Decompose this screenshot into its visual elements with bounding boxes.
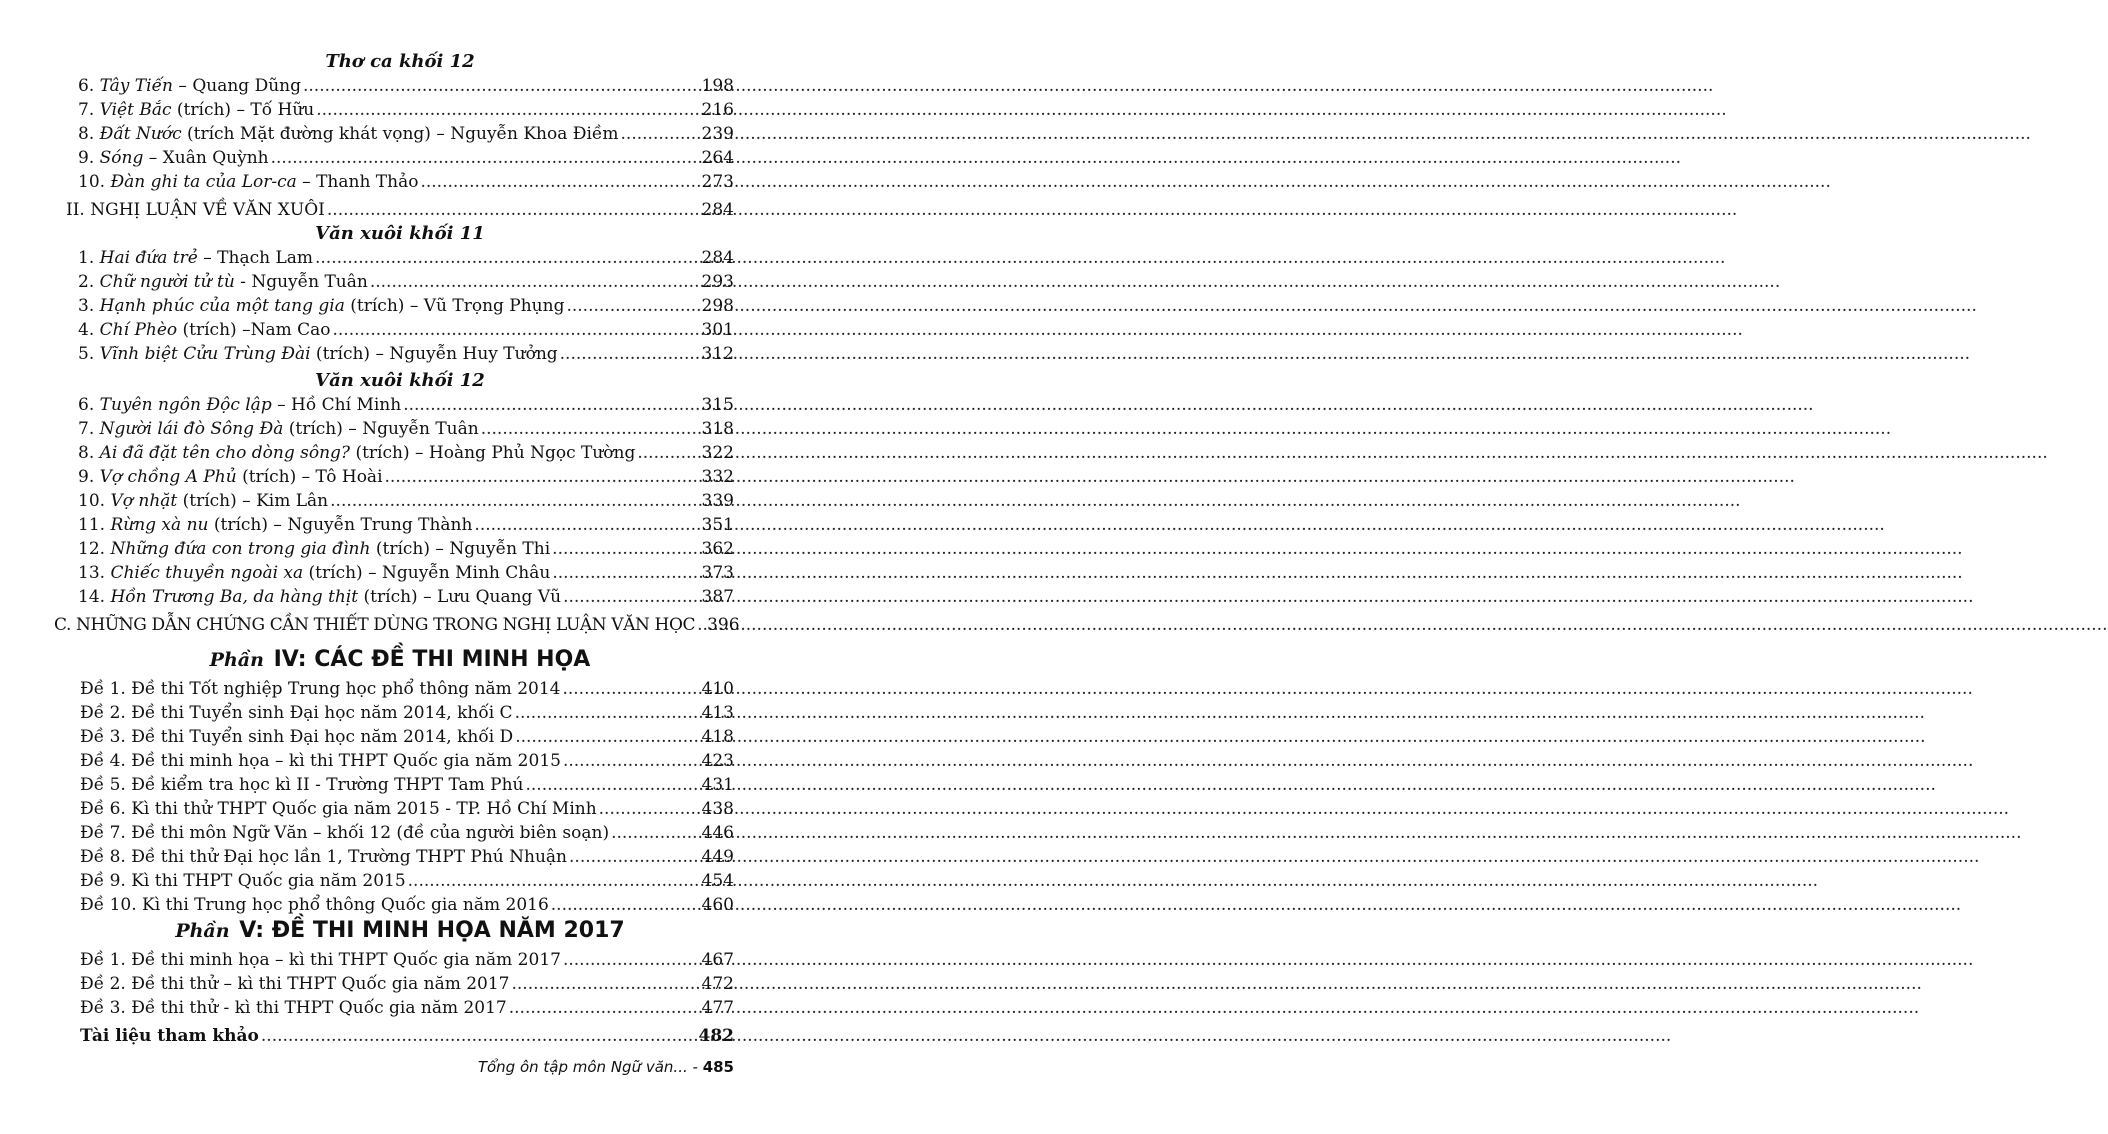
entry-page: 273 [701, 172, 734, 192]
leader-dots [566, 294, 699, 318]
leader-dots [370, 270, 700, 294]
entry-author: Nguyễn Tuân [251, 272, 368, 292]
entry-author: Nguyễn Thi [449, 539, 551, 559]
entry-work: Việt Bắc [99, 100, 172, 120]
leader-dots [515, 725, 699, 749]
entry-separator: – [370, 344, 390, 364]
entry-extra: (trích) [310, 344, 371, 364]
toc-entry[interactable] [78, 270, 734, 294]
entry-title [78, 513, 472, 537]
entry-work: Rừng xà nu [110, 515, 209, 535]
entry-work: Hạnh phúc của một tang gia [99, 296, 345, 316]
entry-extra: (trích Mặt đường khát vọng) [181, 124, 431, 144]
entry-title: Đề 1. Đề thi minh họa – kì thi THPT Quốc gia năm 2017 [80, 950, 561, 970]
entry-author: Nguyễn Huy Tưởng [389, 344, 558, 364]
entry-work: Tuyên ngôn Độc lập [99, 395, 272, 415]
entry-number: 12. [78, 539, 106, 559]
leader-dots [621, 122, 700, 146]
entry-page: 472 [701, 974, 734, 994]
entry-separator: – [271, 395, 292, 415]
leader-dots [560, 342, 700, 366]
entry-title [78, 294, 564, 318]
leader-dots [526, 773, 700, 797]
entry-work: Đất Nước [99, 124, 182, 144]
leader-dots [563, 948, 700, 972]
entry-page: 446 [701, 823, 734, 843]
entry-author: Nam Cao [250, 320, 331, 340]
leader-dots [637, 441, 699, 465]
entry-page: 418 [701, 727, 734, 747]
entry-number: 1. [78, 248, 95, 268]
leader-dots [599, 797, 700, 821]
entry-title [78, 585, 561, 609]
entry-number: 8. [78, 443, 95, 463]
entry-extra: (trích) [236, 467, 297, 487]
entry-title [78, 318, 331, 342]
entry-separator: – [417, 587, 437, 607]
entry-separator: – [296, 172, 317, 192]
toc-entry[interactable] [78, 537, 734, 561]
entry-separator: – [143, 148, 163, 168]
entry-title [78, 342, 558, 366]
entry-number: 13. [78, 563, 106, 583]
entry-page: 431 [701, 775, 734, 795]
entry-author: Tô Hoài [315, 467, 383, 487]
toc-entry[interactable] [80, 948, 734, 972]
entry-extra: (trích) [350, 443, 410, 463]
leader-dots [330, 489, 699, 513]
entry-number: 6. [78, 76, 95, 96]
entry-author: Vũ Trọng Phụng [423, 296, 565, 316]
leader-dots [552, 537, 699, 561]
entry-number: 2. [78, 272, 95, 292]
part-title: IV: CÁC ĐỀ THI MINH HỌA [273, 647, 591, 672]
entry-page: 301 [701, 320, 734, 340]
toc-entry[interactable] [78, 294, 734, 318]
entry-separator: – [173, 76, 193, 96]
entry-title [78, 537, 550, 561]
entry-extra: (trích) [344, 296, 405, 316]
entry-title: Đề 2. Đề thi thử – kì thi THPT Quốc gia năm 2017 [80, 974, 510, 994]
part-5-heading [0, 915, 800, 947]
entry-number: 7. [78, 100, 95, 120]
entry-extra: (trích) [208, 515, 269, 535]
entry-page: 284 [701, 200, 734, 220]
entry-title: Đề 6. Kì thi thử THPT Quốc gia năm 2015 - TP. Hồ Chí Minh [80, 799, 597, 819]
entry-page: 387 [701, 587, 734, 607]
entry-title [78, 465, 383, 489]
entry-title [78, 122, 619, 146]
toc-entry-references[interactable] [80, 1024, 734, 1048]
entry-title [78, 270, 368, 294]
entry-work: Hồn Trương Ba, da hàng thịt [110, 587, 359, 607]
entry-author: Lưu Quang Vũ [437, 587, 562, 607]
part-label: Phần [209, 649, 264, 671]
entry-author: Xuân Quỳnh [162, 148, 269, 168]
section-heading-vx-11: Văn xuôi khối 11 [315, 223, 485, 244]
entry-page: 482 [698, 1026, 734, 1046]
entry-work: Vợ chồng A Phủ [99, 467, 237, 487]
leader-dots [316, 98, 699, 122]
footer-page-number: 485 [702, 1058, 734, 1076]
entry-separator: – [342, 419, 363, 439]
entry-page: 449 [701, 847, 734, 867]
toc-entry[interactable] [80, 972, 734, 996]
entry-number: 9. [78, 467, 95, 487]
entry-separator: – [231, 100, 251, 120]
entry-separator: – [268, 515, 288, 535]
entry-number: 4. [78, 320, 95, 340]
entry-separator: – [236, 320, 251, 340]
toc-entry[interactable] [80, 869, 734, 893]
leader-dots [303, 74, 700, 98]
entry-page: 396 [707, 615, 740, 635]
toc-entry[interactable] [80, 821, 734, 845]
toc-entry[interactable] [80, 845, 734, 869]
entry-work: Tây Tiến [99, 76, 173, 96]
entry-work: Những đứa con trong gia đình [110, 539, 371, 559]
entry-page: 438 [701, 799, 734, 819]
leader-dots [385, 465, 700, 489]
entry-title [78, 417, 479, 441]
entry-title: II. NGHỊ LUẬN VỀ VĂN XUÔI [66, 200, 325, 220]
entry-page: 216 [701, 100, 734, 120]
entry-separator: – [430, 539, 450, 559]
entry-work: Đàn ghi ta của Lor-ca [110, 172, 297, 192]
entry-author: Nguyễn Tuân [362, 419, 479, 439]
entry-page: 332 [701, 467, 734, 487]
entry-page: 293 [701, 272, 734, 292]
leader-dots [474, 513, 699, 537]
entry-page: 351 [701, 515, 734, 535]
entry-number: 7. [78, 419, 95, 439]
entry-page: 410 [701, 679, 734, 699]
leader-dots [420, 170, 699, 194]
entry-separator: - [234, 272, 252, 292]
toc-entry[interactable] [78, 393, 734, 417]
entry-page: 322 [701, 443, 734, 463]
toc-entry[interactable] [80, 773, 734, 797]
entry-page: 460 [701, 895, 734, 915]
entry-title: Đề 8. Đề thi thử Đại học lần 1, Trường THPT Phú Nhuận [80, 847, 568, 867]
toc-entry[interactable] [78, 98, 734, 122]
part-label: Phần [175, 920, 230, 942]
entry-separator: – [404, 296, 424, 316]
entry-page: 373 [701, 563, 734, 583]
entry-number: 10. [78, 491, 106, 511]
leader-dots [552, 561, 699, 585]
leader-dots [315, 246, 700, 270]
leader-dots [481, 417, 700, 441]
entry-title: Đề 1. Đề thi Tốt nghiệp Trung học phổ thông năm 2014 [80, 679, 561, 699]
toc-entry[interactable] [80, 725, 734, 749]
entry-separator: – [430, 124, 451, 144]
entry-work: Vợ nhặt [110, 491, 178, 511]
entry-title: Đề 5. Đề kiểm tra học kì II - Trường THPT Tam Phú [80, 775, 524, 795]
toc-entry[interactable] [78, 417, 734, 441]
toc-entry[interactable] [80, 701, 734, 725]
toc-entry-part-2[interactable] [66, 198, 734, 222]
entry-title [78, 393, 401, 417]
entry-page: 312 [701, 344, 734, 364]
leader-dots [261, 1024, 697, 1048]
entry-work: Sóng [99, 148, 144, 168]
leader-dots [563, 585, 699, 609]
entry-author: Tố Hữu [250, 100, 315, 120]
toc-entry[interactable] [78, 561, 734, 585]
toc-entry[interactable] [80, 677, 734, 701]
entry-page: 198 [701, 76, 734, 96]
entry-title [78, 246, 313, 270]
leader-dots [403, 393, 699, 417]
entry-separator: – [236, 491, 257, 511]
entry-work: Chí Phèo [99, 320, 178, 340]
toc-entry[interactable] [78, 513, 734, 537]
entry-extra: (trích) [370, 539, 430, 559]
entry-work: Ai đã đặt tên cho dòng sông? [99, 443, 351, 463]
toc-entry-part-c[interactable] [54, 613, 740, 637]
entry-author: Nguyễn Khoa Điềm [450, 124, 619, 144]
entry-work: Người lái đò Sông Đà [99, 419, 284, 439]
section-heading-tho-12: Thơ ca khối 12 [325, 51, 475, 72]
toc-page [0, 0, 800, 1134]
entry-page: 284 [701, 248, 734, 268]
entry-title: Tài liệu tham khảo [80, 1026, 259, 1046]
toc-entry[interactable] [78, 441, 734, 465]
toc-entry[interactable] [78, 74, 734, 98]
part-title: V: ĐỀ THI MINH HỌA NĂM 2017 [239, 918, 625, 943]
toc-entry[interactable] [78, 170, 734, 194]
entry-page: 454 [701, 871, 734, 891]
entry-separator: – [409, 443, 429, 463]
entry-title [78, 561, 550, 585]
entry-number: 3. [78, 296, 95, 316]
toc-entry[interactable] [78, 585, 734, 609]
leader-dots [697, 613, 705, 637]
entry-page: 467 [701, 950, 734, 970]
entry-author: Thanh Thảo [316, 172, 419, 192]
toc-entry[interactable] [78, 465, 734, 489]
toc-entry[interactable] [78, 342, 734, 366]
entry-author: Nguyễn Trung Thành [287, 515, 473, 535]
part-4-heading [0, 644, 800, 676]
entry-separator: – [296, 467, 316, 487]
entry-extra: (trích) [303, 563, 363, 583]
toc-entry[interactable] [80, 749, 734, 773]
entry-work: Chiếc thuyền ngoài xa [110, 563, 304, 583]
entry-extra: (trích) [171, 100, 232, 120]
leader-dots [509, 996, 700, 1020]
entry-number: 10. [78, 172, 106, 192]
entry-work: Hai đứa trẻ [99, 248, 198, 268]
leader-dots [611, 821, 699, 845]
entry-number: 14. [78, 587, 106, 607]
toc-entry[interactable] [80, 797, 734, 821]
entry-author: Kim Lân [256, 491, 329, 511]
entry-separator: – [362, 563, 382, 583]
entry-title: Đề 2. Đề thi Tuyển sinh Đại học năm 2014, khối C [80, 703, 513, 723]
entry-page: 362 [701, 539, 734, 559]
entry-title [78, 489, 328, 513]
entry-work: Vĩnh biệt Cửu Trùng Đài [99, 344, 311, 364]
leader-dots [515, 701, 700, 725]
entry-title [78, 146, 269, 170]
entry-title: Đề 10. Kì thi Trung học phổ thông Quốc gia năm 2016 [80, 895, 549, 915]
entry-page: 239 [701, 124, 734, 144]
entry-title [78, 170, 418, 194]
leader-dots [408, 869, 700, 893]
leader-dots [271, 146, 700, 170]
entry-page: 298 [701, 296, 734, 316]
entry-author: Hồ Chí Minh [291, 395, 402, 415]
entry-page: 264 [701, 148, 734, 168]
leader-dots [512, 972, 700, 996]
entry-extra: (trích) [177, 320, 237, 340]
entry-title: Đề 3. Đề thi thử - kì thi THPT Quốc gia năm 2017 [80, 998, 507, 1018]
entry-number: 9. [78, 148, 95, 168]
leader-dots [551, 893, 700, 917]
entry-page: 339 [701, 491, 734, 511]
entry-page: 413 [701, 703, 734, 723]
entry-author: Hoàng Phủ Ngọc Tường [428, 443, 636, 463]
entry-extra: (trích) [358, 587, 418, 607]
entry-title [78, 441, 635, 465]
leader-dots [563, 749, 700, 773]
toc-entry[interactable] [80, 996, 734, 1020]
page-footer [478, 1058, 734, 1076]
entry-title [78, 98, 314, 122]
entry-work: Chữ người tử tù [99, 272, 235, 292]
entry-title: Đề 4. Đề thi minh họa – kì thi THPT Quốc gia năm 2015 [80, 751, 561, 771]
entry-author: Quang Dũng [192, 76, 301, 96]
leader-dots [333, 318, 700, 342]
entry-page: 318 [701, 419, 734, 439]
entry-page: 477 [701, 998, 734, 1018]
entry-title: C. NHỮNG DẪN CHỨNG CẦN THIẾT DÙNG TRONG NGHỊ LUẬN VĂN HỌC [54, 615, 696, 635]
toc-entry[interactable] [80, 893, 734, 917]
entry-extra: (trích) [177, 491, 237, 511]
entry-title: Đề 9. Kì thi THPT Quốc gia năm 2015 [80, 871, 406, 891]
toc-entry[interactable] [78, 146, 734, 170]
toc-entry[interactable] [78, 122, 734, 146]
section-heading-vx-12: Văn xuôi khối 12 [315, 370, 485, 391]
entry-page: 423 [701, 751, 734, 771]
leader-dots [569, 845, 700, 869]
entry-author: Thạch Lam [217, 248, 313, 268]
footer-book-title: Tổng ôn tập môn Ngữ văn... [477, 1058, 688, 1076]
entry-number: 8. [78, 124, 95, 144]
toc-entry[interactable] [78, 318, 734, 342]
footer-separator: - [687, 1058, 703, 1076]
entry-number: 6. [78, 395, 95, 415]
toc-entry[interactable] [78, 489, 734, 513]
entry-separator: – [197, 248, 218, 268]
entry-title: Đề 3. Đề thi Tuyển sinh Đại học năm 2014, khối D [80, 727, 514, 747]
toc-entry[interactable] [78, 246, 734, 270]
leader-dots [562, 677, 699, 701]
leader-dots [327, 198, 700, 222]
entry-number: 5. [78, 344, 95, 364]
entry-number: 11. [78, 515, 106, 535]
entry-author: Nguyễn Minh Châu [382, 563, 551, 583]
entry-extra: (trích) [283, 419, 343, 439]
entry-title: Đề 7. Đề thi môn Ngữ Văn – khối 12 (đề của người biên soạn) [80, 823, 610, 843]
entry-page: 315 [701, 395, 734, 415]
entry-title [78, 74, 301, 98]
